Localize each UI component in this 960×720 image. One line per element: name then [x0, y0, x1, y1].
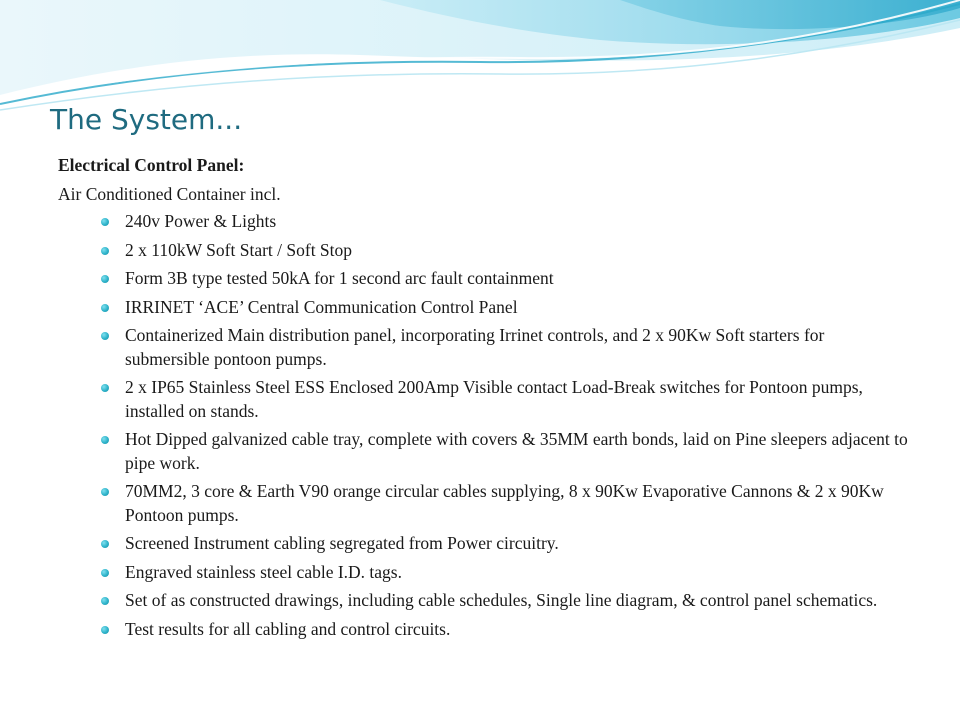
bullet-list — [58, 210, 908, 641]
slide-content — [58, 153, 908, 646]
bullet-item: Hot Dipped galvanized cable tray, complete with covers & 35MM earth bonds, laid on Pine sleepers adjacent to pipe work. — [58, 428, 908, 475]
bullet-item: 70MM2, 3 core & Earth V90 orange circular cables supplying, 8 x 90Kw Evaporative Cannons & 2 x 90Kw Pontoon pumps. — [58, 480, 908, 527]
bullet-item: 2 x IP65 Stainless Steel ESS Enclosed 200Amp Visible contact Load-Break switches for Pontoon pumps, installed on stands. — [58, 376, 908, 423]
bullet-item: Set of as constructed drawings, including cable schedules, Single line diagram, & control panel schematics. — [58, 589, 908, 613]
bullet-item: Engraved stainless steel cable I.D. tags. — [58, 561, 908, 585]
bullet-item: Form 3B type tested 50kA for 1 second arc fault containment — [58, 267, 908, 291]
section-heading: Electrical Control Panel: — [58, 155, 245, 175]
bullet-item: 2 x 110kW Soft Start / Soft Stop — [58, 239, 908, 263]
bullet-item: Containerized Main distribution panel, incorporating Irrinet controls, and 2 x 90Kw Soft starters for submersible pontoon pumps. — [58, 324, 908, 371]
bullet-item: IRRINET ‘ACE’ Central Communication Control Panel — [58, 296, 908, 320]
page-title: The System... — [50, 103, 243, 136]
bullet-item: 240v Power & Lights — [58, 210, 908, 234]
bullet-item: Screened Instrument cabling segregated from Power circuitry. — [58, 532, 908, 556]
intro-text: Air Conditioned Container incl. — [58, 184, 281, 204]
bullet-item: Test results for all cabling and control circuits. — [58, 618, 908, 642]
